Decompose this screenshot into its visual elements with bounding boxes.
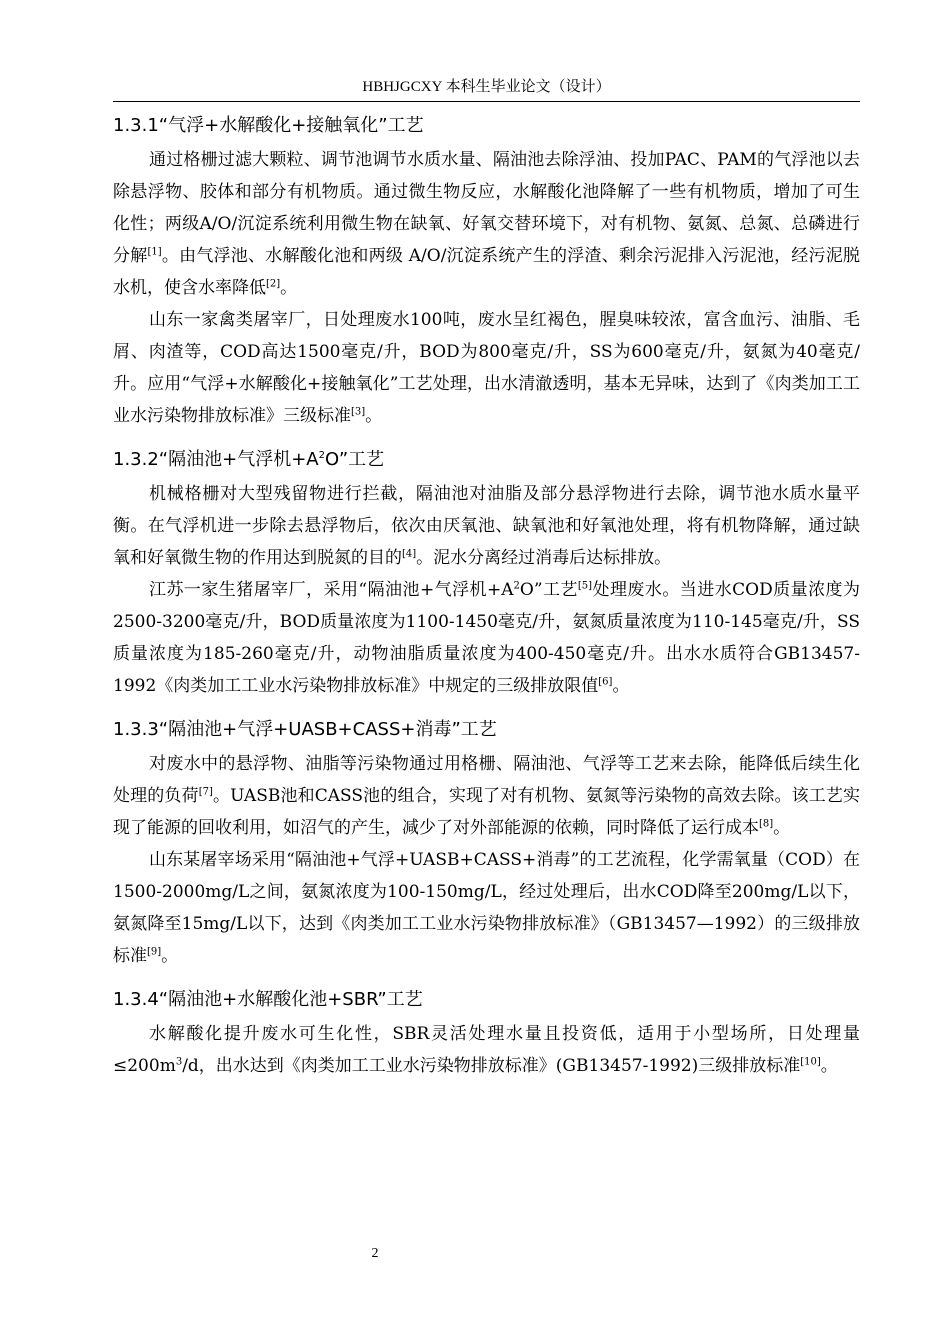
text-run: 。UASB池和CASS池的组合，实现了对有机物、氨氮等污染物的高效去除。该工艺实现了能源的回收利用，如沼气的产生，减少了对外部能源的依赖，同时降低了运行成本	[113, 786, 861, 838]
text-run: 。由气浮池、水解酸化池和两级 A/O/沉淀系统产生的浮渣、剩余污泥排入污泥池，经污泥脱水机，使含水率降低	[113, 246, 860, 298]
citation-superscript: [5]	[577, 580, 593, 592]
section-heading: 1.3.4“隔油池+水解酸化池+SBR”工艺	[113, 989, 423, 1010]
text-run: 。	[161, 946, 179, 966]
text-run: 。	[365, 406, 383, 426]
section	[113, 446, 860, 702]
citation-superscript: 2	[318, 450, 325, 461]
body-paragraph	[113, 574, 860, 702]
section-heading: 1.3.3“隔油池+气浮+UASB+CASS+消毒”工艺	[113, 719, 497, 740]
citation-superscript: [4]	[402, 548, 417, 560]
text-run: 通过格栅过滤大颗粒、调节池调节水质水量、隔油池去除浮油、投加PAC、PAM的气浮池以去除悬浮物、胶体和部分有机物质。通过微生物反应，水解酸化池降解了一些有机物质，增加了可生化性；两级A/O/沉淀系统利用微生物在缺氧、好氧交替环境下，对有机物、氨氮、总氮、总磷进行分解	[113, 150, 860, 266]
running-header: HBHJGCXY 本科生毕业论文（设计）	[113, 77, 860, 102]
section-heading: 1.3.1“气浮+水解酸化+接触氧化”工艺	[113, 115, 424, 136]
citation-superscript: [1]	[147, 246, 162, 258]
section	[113, 112, 860, 432]
text-run: O”工艺	[324, 449, 385, 470]
body-paragraph	[113, 304, 860, 432]
body-paragraph	[113, 844, 860, 972]
text-run: 。	[773, 818, 791, 838]
text-run: 山东一家禽类屠宰厂，日处理废水100吨，废水呈红褐色，腥臭味较浓，富含血污、油脂、毛屑、肉渣等，COD高达1500毫克/升，BOD为800毫克/升，SS为600毫克/升，氨氮为40毫克/升。应用“气浮+水解酸化+接触氧化”工艺处理，出水清澈透明，基本无异味，达到了《肉类加工工业水污染物排放标准》三级标准	[113, 310, 860, 426]
citation-superscript: [6]	[598, 676, 613, 688]
section	[113, 716, 860, 972]
document-body	[113, 112, 860, 1096]
citation-superscript: [8]	[759, 818, 774, 830]
text-run: 水解酸化提升废水可生化性，SBR灵活处理水量且投资低，适用于小型场所，日处理量≤200m	[113, 1024, 860, 1076]
text-run: 对废水中的悬浮物、油脂等污染物通过用格栅、隔油池、气浮等工艺来去除，能降低后续生化处理的负荷	[113, 754, 860, 806]
body-paragraph	[113, 478, 860, 574]
text-run: O”工艺	[519, 580, 578, 600]
text-run: 机械格栅对大型残留物进行拦截，隔油池对油脂及部分悬浮物进行去除，调节池水质水量平衡。在气浮机进一步除去悬浮物后，依次由厌氧池、缺氧池和好氧池处理，将有机物降解，通过缺氧和好氧微生物的作用达到脱氮的目的	[113, 484, 860, 568]
page-number: 2	[371, 1246, 379, 1261]
citation-superscript: [3]	[351, 406, 366, 418]
section-heading	[113, 446, 860, 474]
citation-superscript: [9]	[147, 946, 162, 958]
section	[113, 986, 860, 1082]
text-run: 。	[820, 1056, 838, 1076]
citation-superscript: [2]	[266, 278, 281, 290]
citation-superscript: [10]	[800, 1056, 821, 1068]
citation-superscript: 2	[513, 580, 520, 592]
text-run: /d，出水达到《肉类加工工业水污染物排放标准》(GB13457-1992)三级排放标准	[182, 1056, 801, 1076]
body-paragraph	[113, 748, 860, 844]
body-paragraph	[113, 144, 860, 304]
text-run: 。	[612, 676, 630, 696]
text-run: 处理废水。当进水COD质量浓度为2500-3200毫克/升，BOD质量浓度为1100-1450毫克/升，氨氮质量浓度为110-145毫克/升，SS质量浓度为185-260毫克/升，动物油脂质量浓度为400-450毫克/升。出水水质符合GB13457-1992《肉类加工工业水污染物排放标准》中规定的三级排放限值	[113, 580, 860, 696]
text-run: 。	[280, 278, 298, 298]
text-run: 山东某屠宰场采用“隔油池+气浮+UASB+CASS+消毒”的工艺流程，化学需氧量（COD）在1500-2000mg/L之间，氨氮浓度为100-150mg/L，经过处理后，出水COD降至200mg/L以下，氨氮降至15mg/L以下，达到《肉类加工工业水污染物排放标准》（GB13457—1992）的三级排放标准	[113, 850, 860, 966]
text-run: 1.3.2“隔油池+气浮机+A	[113, 449, 319, 470]
text-run: 江苏一家生猪屠宰厂，采用“隔油池+气浮机+A	[149, 580, 514, 600]
text-run: 。泥水分离经过消毒后达标排放。	[416, 548, 672, 568]
body-paragraph	[113, 1018, 860, 1082]
citation-superscript: [7]	[198, 786, 213, 798]
citation-superscript: 3	[175, 1056, 183, 1068]
